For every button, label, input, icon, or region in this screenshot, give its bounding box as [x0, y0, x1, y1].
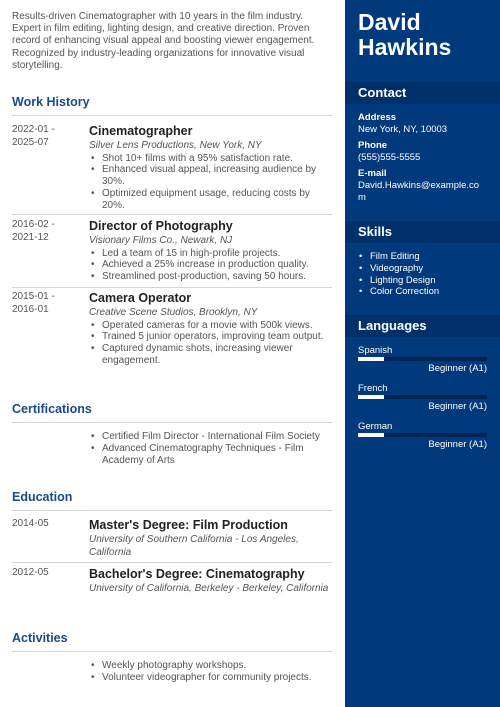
language-name: French: [358, 383, 388, 394]
skills-heading: Skills: [345, 221, 500, 243]
language-proficiency-bar: [358, 433, 487, 437]
school: University of Southern California - Los Angeles, California: [89, 534, 299, 558]
bullet-item: • Enhanced visual appeal, increasing audience by 30%.: [89, 164, 334, 188]
bullet-list: [89, 153, 334, 212]
language-level: Beginner (A1): [428, 363, 487, 374]
job-title: Camera Operator: [89, 291, 192, 305]
section-divider: [12, 115, 332, 116]
entry-divider: [12, 562, 332, 563]
bullet-item: • Led a team of 15 in high-profile projects.: [89, 248, 334, 260]
job-title: Cinematographer: [89, 124, 193, 138]
section-title-work-history: Work History: [12, 95, 90, 109]
bullet-item: • Captured dynamic shots, increasing viewer engagement.: [89, 343, 334, 367]
bullet-item: • Trained 5 junior operators, improving team output.: [89, 331, 334, 343]
bullet-item: • Shot 10+ films with a 95% satisfaction rate.: [89, 153, 334, 165]
entry-divider: [12, 287, 332, 288]
section-title-activities: Activities: [12, 631, 68, 645]
activity-item: • Weekly photography workshops.: [89, 660, 334, 672]
contact-heading: Contact: [345, 82, 500, 104]
skills-list: [358, 251, 439, 298]
bullet-item: • Achieved a 25% increase in production quality.: [89, 259, 334, 271]
language-proficiency-fill: [358, 395, 384, 399]
activity-item: • Volunteer videographer for community projects.: [89, 672, 334, 684]
education-entry: [12, 518, 334, 562]
email-value[interactable]: [358, 180, 479, 204]
work-date: 2022-01 - 2025-07: [12, 124, 55, 148]
bullet-list: [89, 431, 334, 466]
degree: Master's Degree: Film Production: [89, 518, 288, 532]
bullet-list: [89, 660, 334, 684]
bullet-list: [89, 248, 334, 283]
last-name: Hawkins: [358, 34, 452, 60]
section-title-certifications: Certifications: [12, 402, 92, 416]
languages-heading: Languages: [345, 315, 500, 337]
email-line: m: [358, 192, 366, 203]
address-label: Address: [358, 112, 397, 123]
section-divider: [12, 422, 332, 423]
company: Creative Scene Studios, Brooklyn, NY: [89, 307, 258, 318]
job-title: Director of Photography: [89, 219, 233, 233]
phone-value: (555)555-5555: [358, 152, 421, 163]
entry-divider: [12, 214, 332, 215]
section-title-education: Education: [12, 490, 73, 504]
company: Silver Lens Productions, New York, NY: [89, 140, 262, 151]
sidebar: [345, 0, 500, 707]
skill-item: • Videography: [358, 263, 439, 275]
certification-item: • Advanced Cinematography Techniques - Film Academy of Arts: [89, 443, 334, 467]
education-entry: [12, 567, 334, 611]
work-entry: [12, 219, 334, 287]
language-proficiency-fill: [358, 357, 384, 361]
language-proficiency-bar: [358, 395, 487, 399]
section-divider: [12, 510, 332, 511]
language-name: Spanish: [358, 345, 393, 356]
work-date: 2015-01 - 2016-01: [12, 291, 55, 315]
work-entry: [12, 124, 334, 214]
work-entry: [12, 291, 334, 383]
address-value: New York, NY, 10003: [358, 124, 448, 135]
first-name: David: [358, 9, 421, 35]
language-proficiency-bar: [358, 357, 487, 361]
bullet-item: • Optimized equipment usage, reducing costs by 20%.: [89, 188, 334, 212]
candidate-name: [358, 10, 451, 60]
language-name: German: [358, 421, 393, 432]
bullet-item: • Operated cameras for a movie with 500k views.: [89, 320, 334, 332]
skill-item: • Lighting Design: [358, 275, 439, 287]
bullet-item: • Streamlined post-production, saving 50 hours.: [89, 271, 334, 283]
school: University of California, Berkeley - Berkeley, California: [89, 583, 329, 594]
language-proficiency-fill: [358, 433, 384, 437]
language-level: Beginner (A1): [428, 439, 487, 450]
skill-item: • Color Correction: [358, 286, 439, 298]
email-line: David.Hawkins@example.co: [358, 180, 480, 191]
bullet-list: [89, 320, 334, 367]
phone-label: Phone: [358, 140, 388, 151]
degree: Bachelor's Degree: Cinematography: [89, 567, 305, 581]
company: Visionary Films Co., Newark, NJ: [89, 235, 233, 246]
email-label: E-mail: [358, 168, 387, 179]
education-date: 2012-05: [12, 567, 49, 578]
professional-summary: Results-driven Cinematographer with 10 years in the film industry. Expert in film editing, lighting design, and creative direction. Proven record of enhancing visual appeal and boosting viewer engagement. Recognized by industry-leading organizations for innovative visual storytelling.: [12, 11, 315, 71]
skill-item: • Film Editing: [358, 251, 439, 263]
work-date: 2016-02 - 2021-12: [12, 219, 55, 243]
education-date: 2014-05: [12, 518, 49, 529]
certification-item: • Certified Film Director - International Film Society: [89, 431, 334, 443]
language-level: Beginner (A1): [428, 401, 487, 412]
section-divider: [12, 651, 332, 652]
